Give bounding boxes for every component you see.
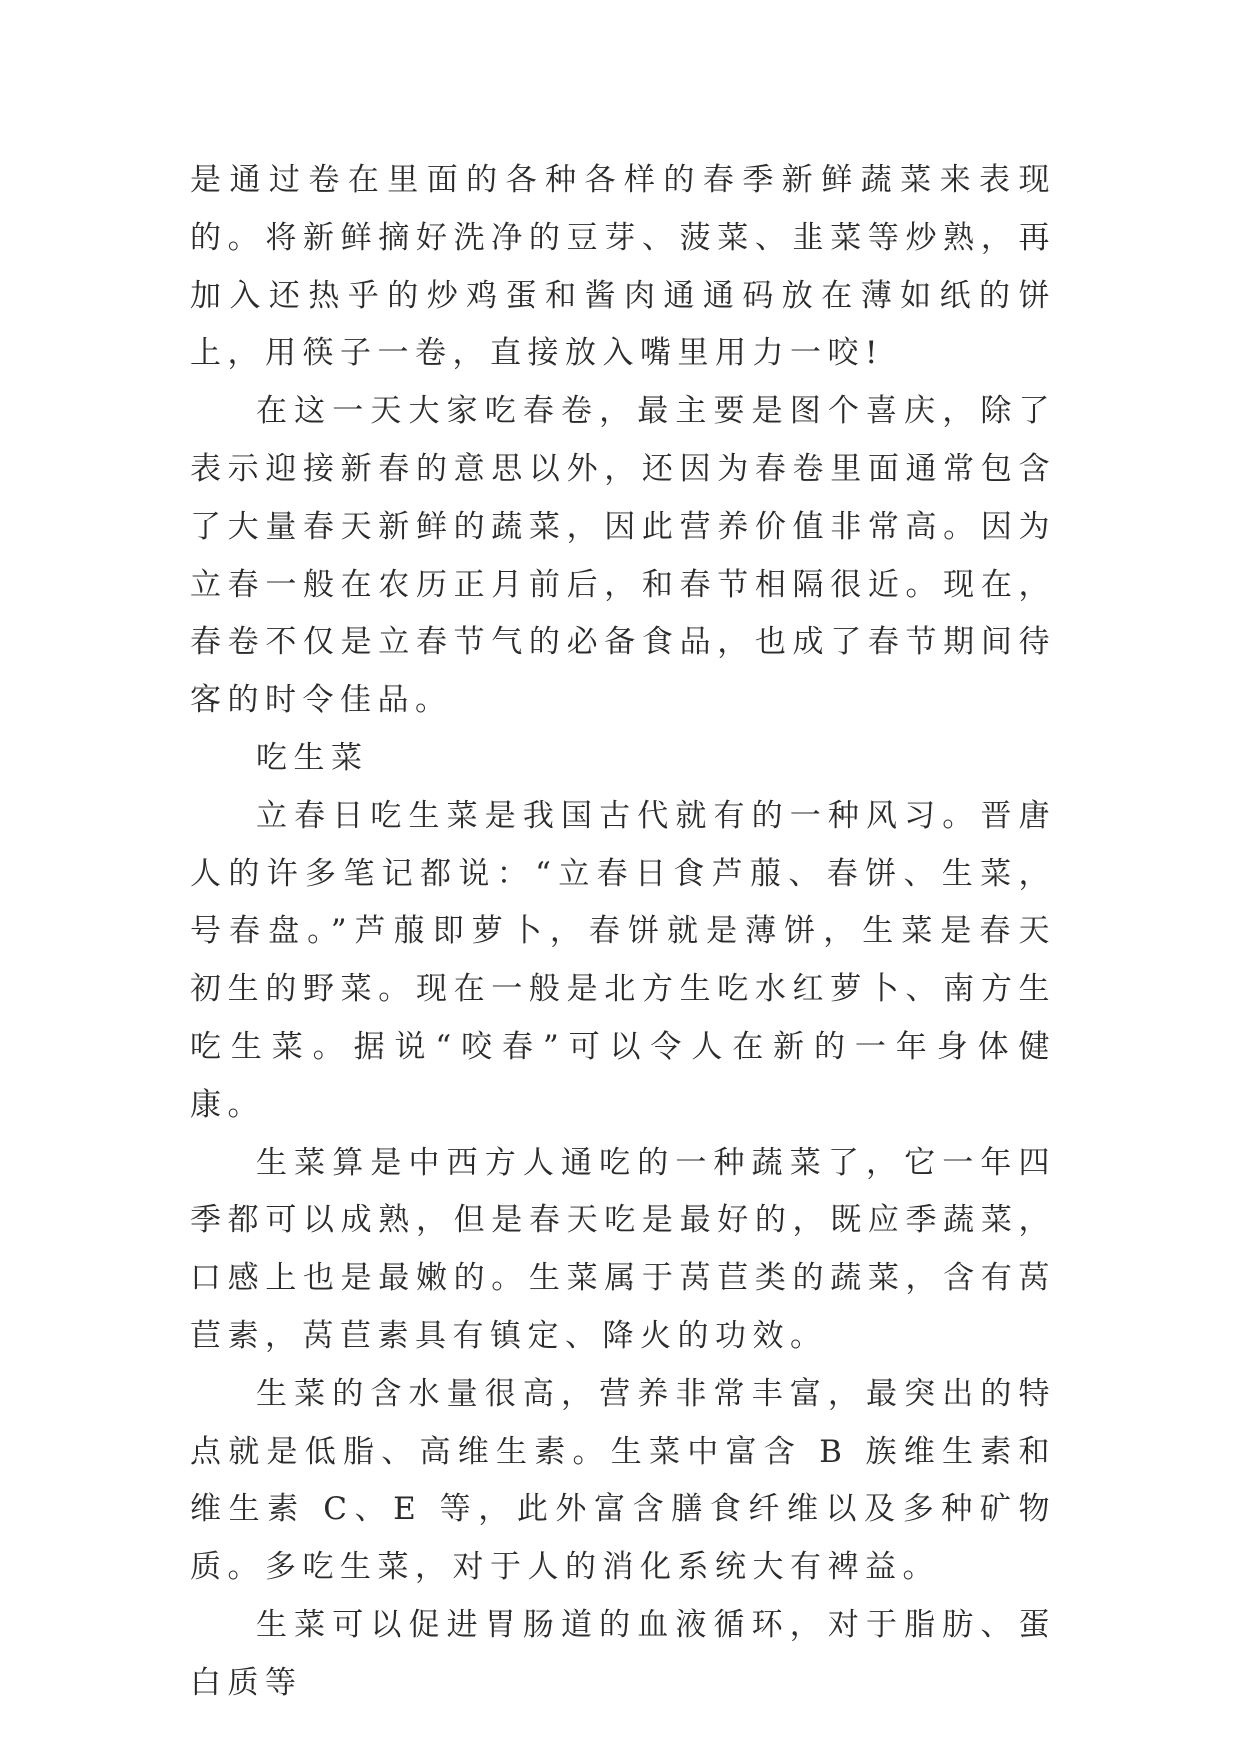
paragraph: 在这一天大家吃春卷，最主要是图个喜庆，除了表示迎接新春的意思以外，还因为春卷里面通常包含了大量春天新鲜的蔬菜，因此营养价值非常高。因为立春一般在农历正月前后，和春节相隔很近。现在，春卷不仅是立春节气的必备食品，也成了春节期间待客的时令佳品。: [190, 393, 1056, 719]
paragraph: 生菜的含水量很高，营养非常丰富，最突出的特点就是低脂、高维生素。生菜中富含 B 族维生素和维生素 C、E 等，此外富含膳食纤维以及多种矿物质。多吃生菜，对于人的消化系统大有裨益。: [190, 1375, 1056, 1586]
paragraph: 是通过卷在里面的各种各样的春季新鲜蔬菜来表现的。将新鲜摘好洗净的豆芽、菠菜、韭菜等炒熟，再加入还热乎的炒鸡蛋和酱肉通通码放在薄如纸的饼上，用筷子一卷，直接放入嘴里用力一咬!: [190, 162, 1056, 372]
paragraph: 立春日吃生菜是我国古代就有的一种风习。晋唐人的许多笔记都说：“立春日食芦菔、春饼、生菜，号春盘。”芦菔即萝卜，春饼就是薄饼，生菜是春天初生的野菜。现在一般是北方生吃水红萝卜、南方生吃生菜。据说“咬春”可以令人在新的一年身体健康。: [190, 797, 1056, 1123]
paragraph: 生菜可以促进胃肠道的血液循环，对于脂肪、蛋白质等: [190, 1606, 1056, 1701]
paragraph: 生菜算是中西方人通吃的一种蔬菜了，它一年四季都可以成熟，但是春天吃是最好的，既应季蔬菜，口感上也是最嫩的。生菜属于莴苣类的蔬菜，含有莴苣素，莴苣素具有镇定、降火的功效。: [190, 1144, 1056, 1354]
document-body: [190, 152, 1056, 1713]
section-heading: 吃生菜: [256, 739, 369, 776]
